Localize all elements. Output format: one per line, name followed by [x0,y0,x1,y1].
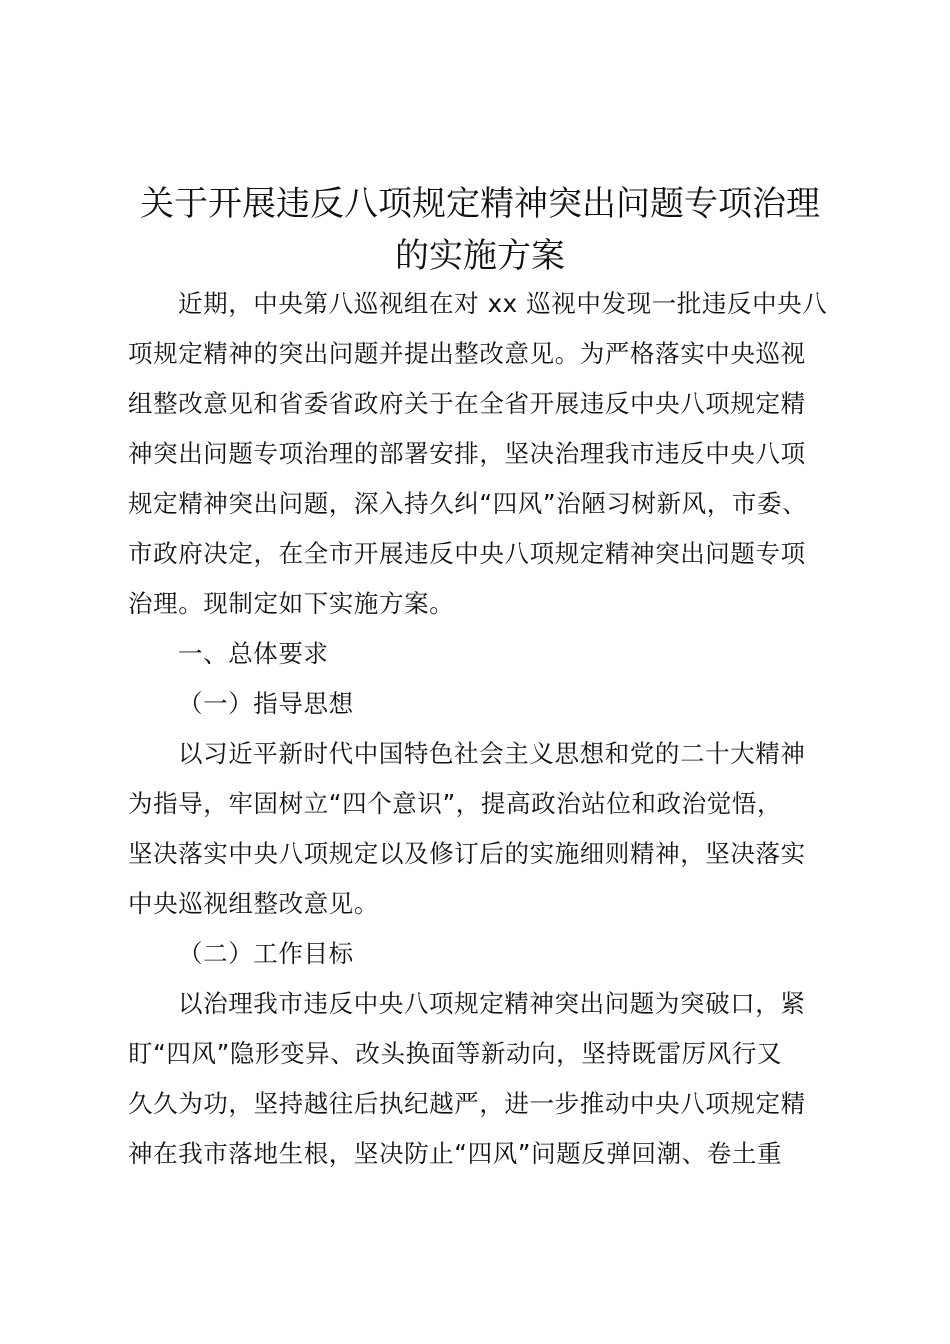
document-title-line-2: 的实施方案 [395,236,565,276]
section-heading-1: 一、总体要求 [178,639,329,668]
paragraph-intro-line-2: 项规定精神的突出问题并提出整改意见。为严格落实中央巡视 [128,339,806,368]
paragraph-intro-line-6: 市政府决定，在全市开展违反中央八项规定精神突出问题专项 [128,539,806,568]
paragraph-intro-line-4: 神突出问题专项治理的部署安排，坚决治理我市违反中央八项 [128,439,806,468]
paragraph-guidance-line-1: 以习近平新时代中国特色社会主义思想和党的二十大精神 [178,739,806,768]
paragraph-guidance-line-3: 坚决落实中央八项规定以及修订后的实施细则精神，坚决落实 [128,839,806,868]
paragraph-intro-line-3: 组整改意见和省委省政府关于在全省开展违反中央八项规定精 [128,389,806,418]
paragraph-goals-line-4: 神在我市落地生根，坚决防止“四风”问题反弹回潮、卷土重 [128,1139,783,1168]
subsection-heading-1: （一）指导思想 [178,689,354,718]
paragraph-goals-line-3: 久久为功，坚持越往后执纪越严，进一步推动中央八项规定精 [128,1089,806,1118]
paragraph-intro-line-1: 近期，中央第八巡视组在对 xx 巡视中发现一批违反中央八 [178,289,828,318]
paragraph-goals-line-1: 以治理我市违反中央八项规定精神突出问题为突破口，紧 [178,989,806,1018]
paragraph-guidance-line-2: 为指导，牢固树立“四个意识”，提高政治站位和政治觉悟， [128,789,783,818]
paragraph-intro-line-5: 规定精神突出问题，深入持久纠“四风”治陋习树新风，市委、 [128,489,808,518]
document-title-line-1: 关于开展违反八项规定精神突出问题专项治理 [140,184,820,224]
paragraph-intro-line-7: 治理。现制定如下实施方案。 [128,589,455,618]
paragraph-guidance-line-4: 中央巡视组整改意见。 [128,889,379,918]
subsection-heading-2: （二）工作目标 [178,939,354,968]
paragraph-goals-line-2: 盯“四风”隐形变异、改头换面等新动向，坚持既雷厉风行又 [128,1039,783,1068]
